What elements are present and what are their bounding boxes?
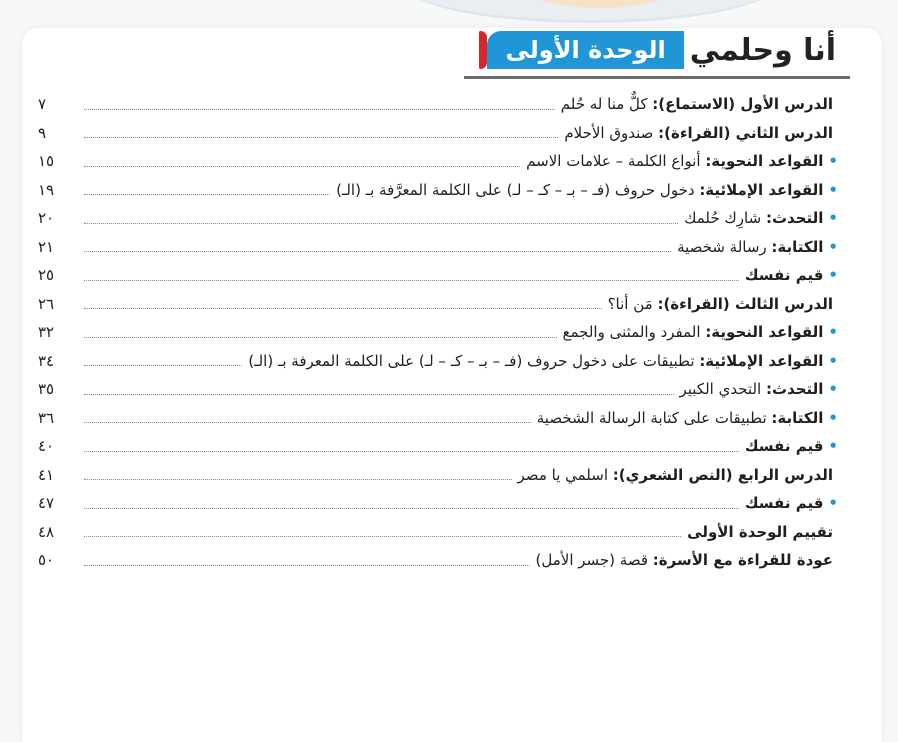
leader-dots — [84, 194, 330, 195]
toc-row[interactable] — [38, 176, 838, 205]
leader-dots — [84, 308, 602, 309]
toc-label: الدرس الرابع (النص الشعري): — [612, 465, 833, 484]
bullet-icon: • — [828, 380, 838, 399]
toc-text: أنواع الكلمة – علامات الاسم — [526, 152, 706, 171]
table-of-contents — [38, 90, 838, 575]
toc-text: المفرد والمثنى والجمع — [562, 323, 706, 342]
bullet-icon: • — [828, 408, 838, 427]
page-number: ١٩ — [38, 180, 55, 199]
bullet-icon: • — [828, 152, 838, 171]
bullet-icon: • — [828, 266, 838, 285]
page-number: ٧ — [38, 95, 47, 114]
bullet-icon: • — [828, 437, 838, 456]
toc-row[interactable] — [38, 233, 838, 262]
header-red-accent — [479, 31, 487, 69]
toc-text: صندوق الأحلام — [564, 123, 659, 142]
toc-row[interactable] — [38, 147, 838, 176]
toc-text: قصة (جسر الأمل) — [535, 551, 653, 570]
toc-text: تطبيقات على دخول حروف (فـ – بـ – كـ – لـ) على الكلمة المعرفة بـ (الـ) — [248, 351, 700, 370]
bullet-icon: • — [828, 209, 838, 228]
page-number: ٢٦ — [38, 294, 55, 313]
toc-label: قيم نفسك — [744, 437, 824, 456]
toc-row[interactable] — [38, 347, 838, 376]
leader-dots — [84, 166, 520, 167]
toc-row[interactable] — [38, 318, 838, 347]
page-number: ٩ — [38, 123, 47, 142]
page-number: ١٥ — [38, 152, 55, 171]
toc-label: الدرس الثالث (القراءة): — [657, 294, 833, 313]
leader-dots — [84, 508, 739, 509]
toc-row[interactable] — [38, 290, 838, 319]
toc-label: عودة للقراءة مع الأسرة: — [652, 551, 833, 570]
page-number: ٤٨ — [38, 522, 55, 541]
toc-label: التحدث: — [765, 209, 824, 228]
page-number: ٢١ — [38, 237, 55, 256]
toc-row[interactable] — [38, 375, 838, 404]
toc-label: الكتابة: — [771, 237, 824, 256]
toc-row[interactable] — [38, 90, 838, 119]
toc-row[interactable] — [38, 261, 838, 290]
leader-dots — [84, 337, 557, 338]
toc-row[interactable] — [38, 119, 838, 148]
toc-text: تطبيقات على كتابة الرسالة الشخصية — [536, 408, 772, 427]
page-number: ٤٠ — [38, 437, 55, 456]
leader-dots — [84, 137, 558, 138]
page-number: ٥٠ — [38, 551, 55, 570]
toc-label: قيم نفسك — [744, 494, 824, 513]
leader-dots — [84, 565, 530, 566]
toc-text: التحدي الكبير — [679, 380, 766, 399]
toc-label: الكتابة: — [771, 408, 824, 427]
page-number: ٢٠ — [38, 209, 55, 228]
toc-row[interactable] — [38, 461, 838, 490]
leader-dots — [84, 109, 555, 110]
toc-label: الدرس الأول (الاستماع): — [652, 95, 833, 114]
bullet-icon: • — [828, 237, 838, 256]
leader-dots — [84, 422, 531, 423]
toc-label: الدرس الثاني (القراءة): — [658, 123, 833, 142]
toc-label: القواعد النحوية: — [705, 152, 824, 171]
bullet-icon: • — [828, 180, 838, 199]
toc-label: تقييم الوحدة الأولى — [687, 522, 833, 541]
page-number: ٣٦ — [38, 408, 55, 427]
toc-row[interactable] — [38, 518, 838, 547]
bullet-icon: • — [828, 494, 838, 513]
unit-tag: الوحدة الأولى — [487, 31, 683, 69]
toc-text: كلٌّ منا له حُلم — [560, 95, 653, 114]
toc-row[interactable] — [38, 204, 838, 233]
toc-row[interactable] — [38, 546, 838, 575]
page-number: ٣٤ — [38, 351, 55, 370]
toc-text: رسالة شخصية — [677, 237, 772, 256]
page-number: ٢٥ — [38, 266, 55, 285]
leader-dots — [84, 479, 512, 480]
unit-title: أنا وحلمي — [689, 32, 836, 68]
toc-text: شارِك حُلمك — [684, 209, 766, 228]
unit-header — [479, 28, 850, 72]
page-number: ٣٢ — [38, 323, 55, 342]
page-number: ٤١ — [38, 465, 55, 484]
toc-text: مَن أنا؟ — [607, 294, 658, 313]
toc-row[interactable] — [38, 432, 838, 461]
toc-text: اسلمي يا مصر — [517, 465, 613, 484]
toc-row[interactable] — [38, 404, 838, 433]
toc-label: القواعد الإملائية: — [699, 180, 824, 199]
toc-label: القواعد النحوية: — [705, 323, 824, 342]
page-number: ٣٥ — [38, 380, 55, 399]
toc-label: القواعد الإملائية: — [699, 351, 824, 370]
bullet-icon: • — [828, 351, 838, 370]
leader-dots — [84, 223, 678, 224]
leader-dots — [84, 280, 739, 281]
toc-text: دخول حروف (فـ – بـ – كـ – لـ) على الكلمة المعرَّفة بـ (الـ) — [336, 180, 700, 199]
leader-dots — [84, 365, 242, 366]
toc-row[interactable] — [38, 489, 838, 518]
leader-dots — [84, 451, 739, 452]
leader-dots — [84, 536, 681, 537]
page-number: ٤٧ — [38, 494, 55, 513]
header-underline — [464, 76, 850, 79]
leader-dots — [84, 394, 674, 395]
leader-dots — [84, 251, 671, 252]
toc-label: قيم نفسك — [744, 266, 824, 285]
toc-label: التحدث: — [765, 380, 824, 399]
bullet-icon: • — [828, 323, 838, 342]
